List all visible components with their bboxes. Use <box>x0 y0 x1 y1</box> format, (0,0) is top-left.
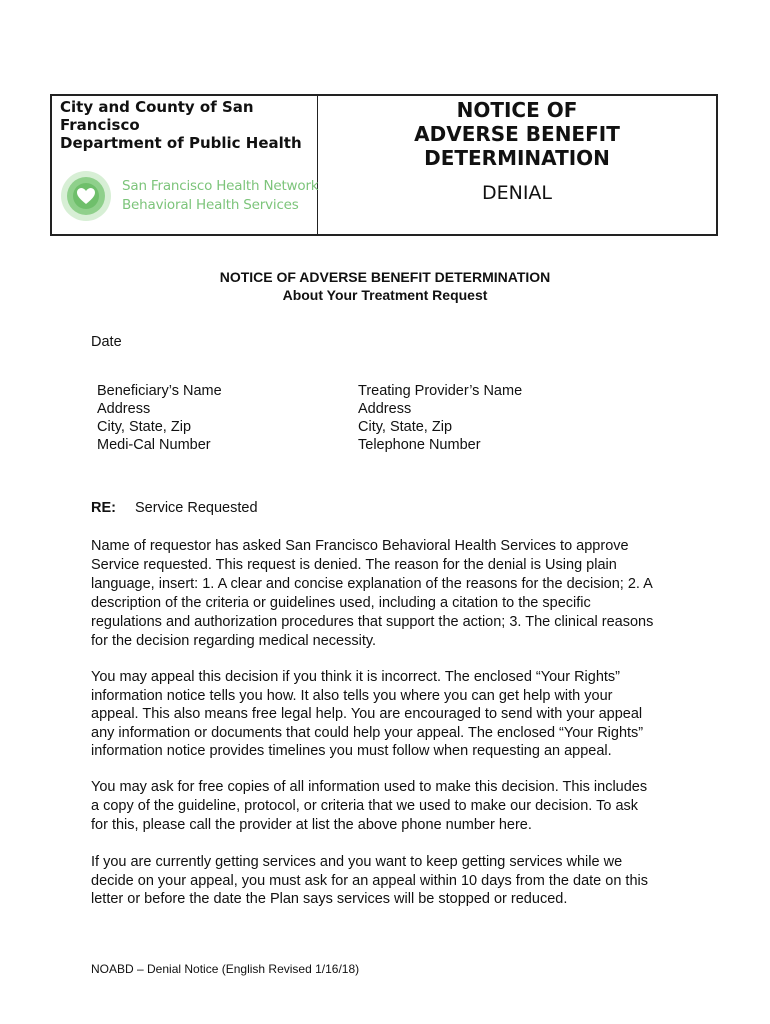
paragraph-line: for this, please call the provider at list the above phone number here. <box>91 817 532 833</box>
re-value: Service Requested <box>135 500 258 516</box>
paragraph-continue-services <box>91 853 691 909</box>
paragraph-line: information notice tells you how. It also tells you where you can get help with your <box>91 687 613 704</box>
org-name-line: City and County of San <box>60 98 254 116</box>
paragraph-line: regulations and authorization procedures that support the action; 3. The clinical reasons <box>91 614 654 630</box>
org-name-line: Francisco <box>60 116 140 134</box>
paragraph-line: You may appeal this decision if you think it is incorrect. The enclosed “Your Rights” <box>91 669 620 685</box>
provider-city-state-zip: City, State, Zip <box>358 419 453 435</box>
paragraph-line: language, insert: 1. A clear and concise explanation of the reasons for the decision; 2. A <box>91 576 653 592</box>
provider-address: Address <box>358 401 412 417</box>
re-label: RE: <box>91 500 116 516</box>
paragraph-line: If you are currently getting services and you want to keep getting services while we <box>91 854 623 870</box>
organization-block <box>52 96 318 234</box>
paragraph-line: for the decision regarding medical necessity. <box>91 633 377 649</box>
paragraph-line: appeal. This also means free legal help. You are encouraged to send with your appeal <box>91 706 643 722</box>
paragraph-line: Service requested. This request is denied. The reason for the denial is Using plain <box>91 557 617 573</box>
logo-line-network: San Francisco Health Network <box>122 178 319 194</box>
paragraph-line: any information or documents that could help your appeal. The enclosed “Your Rights” <box>91 724 644 741</box>
paragraph-line: letter or before the date the Plan says services will be stopped or reduced. <box>91 891 568 907</box>
paragraph-line: Name of requestor has asked San Francisco Behavioral Health Services to approve <box>91 538 629 554</box>
paragraph-copies <box>91 778 691 835</box>
provider-block <box>358 382 522 454</box>
notice-title-line: NOTICE OF <box>456 98 578 122</box>
provider-telephone: Telephone Number <box>358 437 481 453</box>
title-sub: About Your Treatment Request <box>282 287 488 303</box>
paragraph-reason <box>91 537 691 651</box>
notice-title-block <box>318 96 716 234</box>
beneficiary-block <box>97 382 222 454</box>
header-box <box>50 94 718 236</box>
notice-type: DENIAL <box>481 182 553 204</box>
notice-title-line: DETERMINATION <box>424 146 610 170</box>
beneficiary-name: Beneficiary’s Name <box>97 383 222 399</box>
paragraph-line: description of the criteria or guidelines used, including a citation to the specific <box>91 595 591 611</box>
logo-line-bhs: Behavioral Health Services <box>122 197 299 213</box>
document-title <box>0 268 770 304</box>
heart-in-circle-logo-icon <box>60 170 112 222</box>
notice-title-line: ADVERSE BENEFIT <box>414 122 620 146</box>
paragraph-line: a copy of the guideline, protocol, or criteria that we used to make our decision. To ask <box>91 798 639 814</box>
footer-revision-note: NOABD – Denial Notice (English Revised 1/16/18) <box>91 962 360 976</box>
title-main: NOTICE OF ADVERSE BENEFIT DETERMINATION <box>219 269 551 285</box>
department-name: Department of Public Health <box>60 134 302 152</box>
beneficiary-city-state-zip: City, State, Zip <box>97 419 192 435</box>
sf-health-network-logo <box>60 168 319 224</box>
paragraph-line: decide on your appeal, you must ask for an appeal within 10 days from the date on this <box>91 872 648 889</box>
paragraph-line: information notice provides timelines you must follow when requesting an appeal. <box>91 743 612 759</box>
beneficiary-address: Address <box>97 401 151 417</box>
paragraph-line: You may ask for free copies of all information used to make this decision. This includes <box>91 779 648 795</box>
beneficiary-medical-number: Medi-Cal Number <box>97 437 211 453</box>
provider-name: Treating Provider’s Name <box>358 383 523 399</box>
paragraph-appeal <box>91 668 691 761</box>
date-field: Date <box>91 334 122 350</box>
re-line <box>91 499 258 518</box>
